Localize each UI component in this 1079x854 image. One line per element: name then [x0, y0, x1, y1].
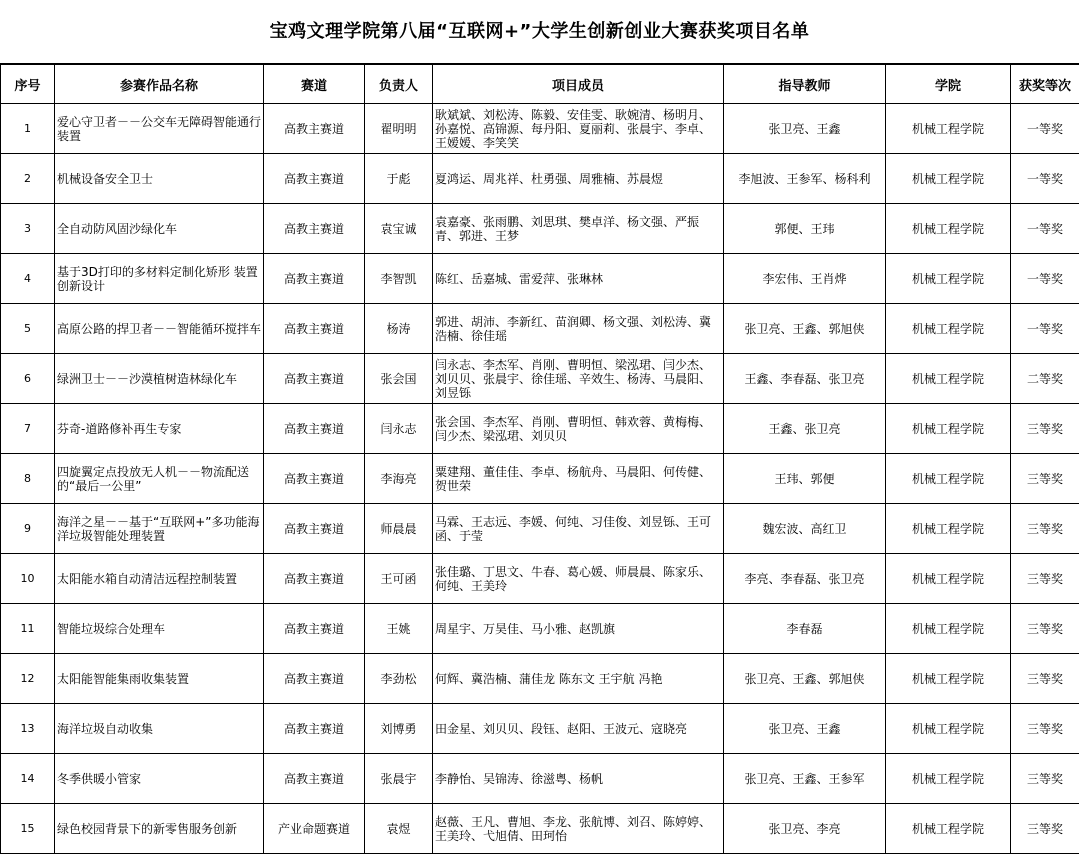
table-body — [1, 104, 1079, 854]
cell-college: 机械工程学院 — [886, 654, 1011, 704]
header-advisor: 指导教师 — [724, 65, 886, 104]
cell-award: 二等奖 — [1011, 354, 1079, 404]
cell-members: 闫永志、李杰军、肖刚、曹明恒、梁泓珺、闫少杰、刘贝贝、张晨宇、徐佳瑶、辛效生、杨涛、马晨阳、刘昱铄 — [433, 354, 724, 404]
cell-award: 一等奖 — [1011, 104, 1079, 154]
header-seq: 序号 — [1, 65, 55, 104]
cell-college: 机械工程学院 — [886, 704, 1011, 754]
cell-award: 一等奖 — [1011, 154, 1079, 204]
cell-members: 郭进、胡沛、李新红、苗润卿、杨文强、刘松涛、冀浩楠、徐佳瑶 — [433, 304, 724, 354]
cell-advisor: 李旭波、王参军、杨科利 — [724, 154, 886, 204]
cell-project-name: 基于3D打印的多材料定制化矫形 装置创新设计 — [55, 254, 264, 304]
cell-leader: 张晨宇 — [365, 754, 433, 804]
cell-track: 高教主赛道 — [264, 104, 365, 154]
cell-members: 周星宇、万昊佳、马小雅、赵凯旗 — [433, 604, 724, 654]
header-college: 学院 — [886, 65, 1011, 104]
cell-track: 高教主赛道 — [264, 154, 365, 204]
cell-award: 三等奖 — [1011, 454, 1079, 504]
cell-award: 三等奖 — [1011, 804, 1079, 854]
table-row — [1, 704, 1079, 754]
header-members: 项目成员 — [433, 65, 724, 104]
cell-college: 机械工程学院 — [886, 204, 1011, 254]
cell-members: 赵薇、王凡、曹旭、李龙、张航博、刘召、陈婷婷、王美玲、弋旭倩、田珂怡 — [433, 804, 724, 854]
cell-college: 机械工程学院 — [886, 404, 1011, 454]
cell-project-name: 海洋垃圾自动收集 — [55, 704, 264, 754]
cell-seq: 10 — [1, 554, 55, 604]
cell-award: 三等奖 — [1011, 504, 1079, 554]
cell-award: 一等奖 — [1011, 204, 1079, 254]
cell-college: 机械工程学院 — [886, 154, 1011, 204]
cell-members: 陈红、岳嘉城、雷爱萍、张琳林 — [433, 254, 724, 304]
cell-leader: 袁煜 — [365, 804, 433, 854]
cell-advisor: 张卫亮、王鑫、郭旭侠 — [724, 654, 886, 704]
cell-advisor: 张卫亮、王鑫、王参军 — [724, 754, 886, 804]
cell-track: 高教主赛道 — [264, 454, 365, 504]
cell-advisor: 王玮、郭便 — [724, 454, 886, 504]
table-row — [1, 204, 1079, 254]
cell-seq: 11 — [1, 604, 55, 654]
cell-track: 高教主赛道 — [264, 754, 365, 804]
cell-track: 高教主赛道 — [264, 504, 365, 554]
cell-leader: 闫永志 — [365, 404, 433, 454]
cell-leader: 翟明明 — [365, 104, 433, 154]
cell-track: 高教主赛道 — [264, 554, 365, 604]
cell-seq: 2 — [1, 154, 55, 204]
cell-advisor: 李亮、李春磊、张卫亮 — [724, 554, 886, 604]
cell-seq: 7 — [1, 404, 55, 454]
table-row — [1, 304, 1079, 354]
cell-college: 机械工程学院 — [886, 754, 1011, 804]
cell-advisor: 李春磊 — [724, 604, 886, 654]
table-row — [1, 354, 1079, 404]
cell-college: 机械工程学院 — [886, 504, 1011, 554]
cell-seq: 1 — [1, 104, 55, 154]
cell-project-name: 冬季供暖小管家 — [55, 754, 264, 804]
cell-advisor: 郭便、王玮 — [724, 204, 886, 254]
cell-college: 机械工程学院 — [886, 104, 1011, 154]
cell-seq: 15 — [1, 804, 55, 854]
cell-track: 高教主赛道 — [264, 354, 365, 404]
cell-advisor: 王鑫、张卫亮 — [724, 404, 886, 454]
cell-award: 一等奖 — [1011, 254, 1079, 304]
table-row — [1, 604, 1079, 654]
cell-track: 高教主赛道 — [264, 654, 365, 704]
cell-project-name: 爱心守卫者－－公交车无障碍智能通行装置 — [55, 104, 264, 154]
cell-advisor: 王鑫、李春磊、张卫亮 — [724, 354, 886, 404]
cell-members: 何辉、冀浩楠、蒲佳龙 陈东文 王宇航 冯艳 — [433, 654, 724, 704]
cell-seq: 8 — [1, 454, 55, 504]
cell-college: 机械工程学院 — [886, 254, 1011, 304]
award-table — [0, 64, 1079, 854]
cell-project-name: 太阳能水箱自动清洁远程控制装置 — [55, 554, 264, 604]
cell-leader: 张会国 — [365, 354, 433, 404]
cell-project-name: 海洋之星－－基于“互联网+”多功能海洋垃圾智能处理装置 — [55, 504, 264, 554]
table-row — [1, 504, 1079, 554]
cell-seq: 12 — [1, 654, 55, 704]
cell-college: 机械工程学院 — [886, 604, 1011, 654]
cell-college: 机械工程学院 — [886, 554, 1011, 604]
cell-leader: 王姚 — [365, 604, 433, 654]
cell-track: 高教主赛道 — [264, 204, 365, 254]
cell-project-name: 四旋翼定点投放无人机－－物流配送的“最后一公里” — [55, 454, 264, 504]
cell-project-name: 太阳能智能集雨收集装置 — [55, 654, 264, 704]
cell-members: 袁嘉豪、张雨鹏、刘思琪、樊卓洋、杨文强、严振青、郭进、王梦 — [433, 204, 724, 254]
cell-advisor: 魏宏波、高红卫 — [724, 504, 886, 554]
cell-seq: 3 — [1, 204, 55, 254]
cell-members: 张会国、李杰军、肖刚、曹明恒、韩欢蓉、黄梅梅、闫少杰、梁泓珺、刘贝贝 — [433, 404, 724, 454]
page-title: 宝鸡文理学院第八届“互联网+”大学生创新创业大赛获奖项目名单 — [0, 0, 1079, 64]
header-award: 获奖等次 — [1011, 65, 1079, 104]
cell-leader: 王可函 — [365, 554, 433, 604]
header-name: 参赛作品名称 — [55, 65, 264, 104]
cell-track: 高教主赛道 — [264, 404, 365, 454]
cell-award: 三等奖 — [1011, 554, 1079, 604]
table-row — [1, 154, 1079, 204]
cell-seq: 4 — [1, 254, 55, 304]
cell-members: 粟建翔、董佳佳、李卓、杨航舟、马晨阳、何传健、贺世荣 — [433, 454, 724, 504]
cell-leader: 刘博勇 — [365, 704, 433, 754]
cell-leader: 李智凯 — [365, 254, 433, 304]
cell-members: 夏鸿运、周兆祥、杜勇强、周雅楠、苏晨煜 — [433, 154, 724, 204]
table-row — [1, 104, 1079, 154]
table-row — [1, 554, 1079, 604]
cell-leader: 杨涛 — [365, 304, 433, 354]
cell-track: 高教主赛道 — [264, 254, 365, 304]
cell-project-name: 全自动防风固沙绿化车 — [55, 204, 264, 254]
cell-advisor: 李宏伟、王肖烨 — [724, 254, 886, 304]
cell-seq: 14 — [1, 754, 55, 804]
cell-award: 三等奖 — [1011, 404, 1079, 454]
table-row — [1, 454, 1079, 504]
cell-members: 田金星、刘贝贝、段钰、赵阳、王波元、寇晓亮 — [433, 704, 724, 754]
cell-leader: 袁宝诚 — [365, 204, 433, 254]
table-row — [1, 654, 1079, 704]
cell-project-name: 芬奇-道路修补再生专家 — [55, 404, 264, 454]
cell-project-name: 高原公路的捍卫者－－智能循环搅拌车 — [55, 304, 264, 354]
cell-seq: 9 — [1, 504, 55, 554]
cell-college: 机械工程学院 — [886, 304, 1011, 354]
cell-seq: 6 — [1, 354, 55, 404]
cell-members: 张佳璐、丁思文、牛春、葛心媛、师晨晨、陈家乐、何纯、王美玲 — [433, 554, 724, 604]
table-row — [1, 254, 1079, 304]
cell-project-name: 机械设备安全卫士 — [55, 154, 264, 204]
cell-advisor: 张卫亮、李亮 — [724, 804, 886, 854]
cell-leader: 李劲松 — [365, 654, 433, 704]
cell-award: 三等奖 — [1011, 654, 1079, 704]
table-row — [1, 754, 1079, 804]
cell-project-name: 智能垃圾综合处理车 — [55, 604, 264, 654]
cell-leader: 师晨晨 — [365, 504, 433, 554]
cell-advisor: 张卫亮、王鑫 — [724, 104, 886, 154]
cell-leader: 李海亮 — [365, 454, 433, 504]
cell-project-name: 绿色校园背景下的新零售服务创新 — [55, 804, 264, 854]
cell-advisor: 张卫亮、王鑫、郭旭侠 — [724, 304, 886, 354]
cell-college: 机械工程学院 — [886, 354, 1011, 404]
cell-college: 机械工程学院 — [886, 804, 1011, 854]
header-leader: 负责人 — [365, 65, 433, 104]
cell-track: 高教主赛道 — [264, 604, 365, 654]
table-header-row — [1, 65, 1079, 104]
cell-award: 三等奖 — [1011, 754, 1079, 804]
table-row — [1, 404, 1079, 454]
cell-seq: 13 — [1, 704, 55, 754]
header-track: 赛道 — [264, 65, 365, 104]
cell-project-name: 绿洲卫士－－沙漠植树造林绿化车 — [55, 354, 264, 404]
cell-track: 高教主赛道 — [264, 304, 365, 354]
cell-college: 机械工程学院 — [886, 454, 1011, 504]
cell-track: 产业命题赛道 — [264, 804, 365, 854]
cell-award: 一等奖 — [1011, 304, 1079, 354]
cell-members: 李静怡、吴锦涛、徐滋粤、杨帆 — [433, 754, 724, 804]
cell-members: 马霖、王志远、李媛、何纯、习佳俊、刘昱铄、王可函、于莹 — [433, 504, 724, 554]
cell-track: 高教主赛道 — [264, 704, 365, 754]
cell-members: 耿斌斌、刘松涛、陈毅、安佳雯、耿婉清、杨明月、孙嘉悦、高锦源、每丹阳、夏丽莉、张晨宇、李卓、王嫒嫒、李笑笑 — [433, 104, 724, 154]
cell-advisor: 张卫亮、王鑫 — [724, 704, 886, 754]
cell-award: 三等奖 — [1011, 604, 1079, 654]
cell-seq: 5 — [1, 304, 55, 354]
cell-award: 三等奖 — [1011, 704, 1079, 754]
table-row — [1, 804, 1079, 854]
cell-leader: 于彪 — [365, 154, 433, 204]
